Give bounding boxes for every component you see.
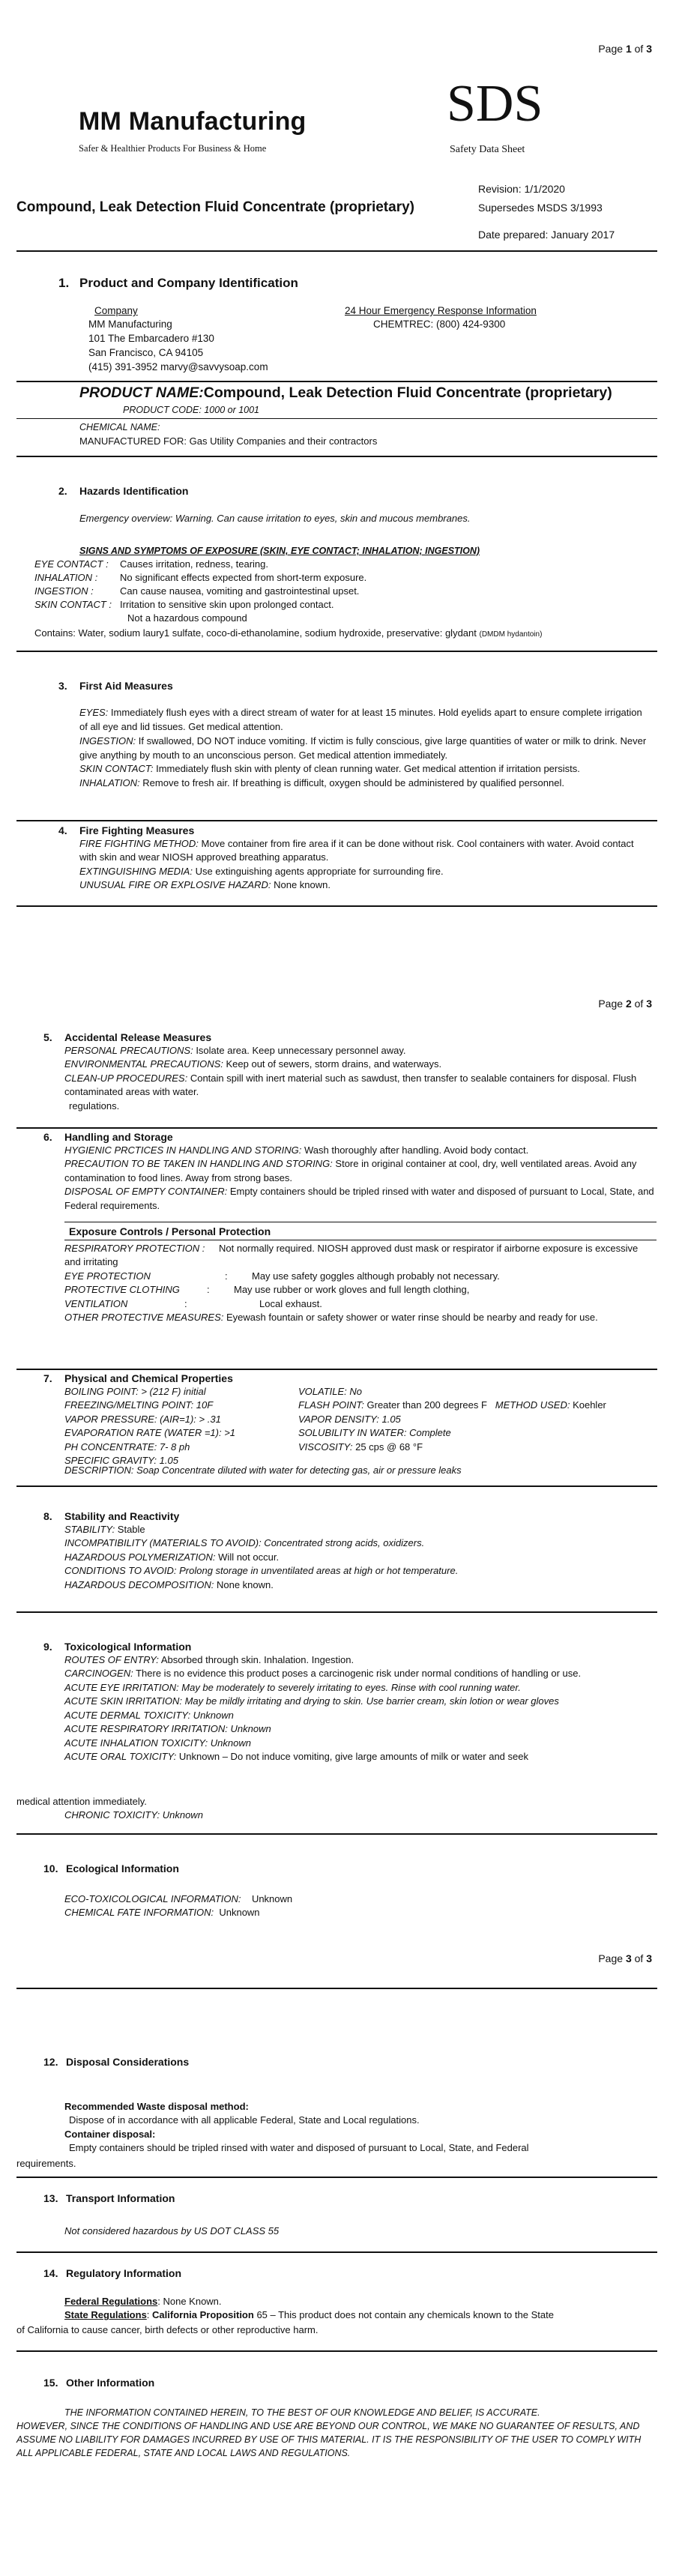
signs-title: SIGNS AND SYMPTOMS OF EXPOSURE (SKIN, EYE CONTACT; INHALATION; INGESTION) bbox=[79, 546, 480, 556]
section-12-title: 12. Disposal Considerations bbox=[43, 2056, 190, 2068]
exposure-list: EYE CONTACT : Causes irritation, redness, tearing. INHALATION : No significant effects expected from short-term exposure. INGESTION : Can cause nausea, vomiting and gastrointestinal upset. SKIN CONTACT : Irritation to sensitive skin upon prolonged contact. Not a hazardous compound bbox=[34, 558, 367, 624]
divider bbox=[16, 1833, 657, 1835]
divider bbox=[16, 2177, 657, 2178]
first-aid-text: EYES: Immediately flush eyes with a direct stream of water for at least 15 minutes. Hold eyelids apart to ensure complete irrigation of all eye and lid tissues. Get medical attention. INGESTION: If swallowed, DO NOT induce vomiting. If victim is fully conscious, give large quantities of water or milk to drink. Never give anything by mouth to an unconscious person. Get medical attention immediately. SKIN CONTACT: Immediately flush skin with plenty of clean running water. Get medical attention if irritation persists. INHALATION: Remove to fresh air. If breathing is difficult, oxygen should be administered by qualified personnel. bbox=[79, 707, 647, 789]
disposal-tail: requirements. bbox=[16, 2158, 76, 2169]
fire-fighting-text: FIRE FIGHTING METHOD: Move container from fire area if it can be done without risk. Cool containers with water. Avoid contact with skin and wear NIOSH approved breathing apparatus. EXTINGUISHING MEDIA: Use extinguishing agents appropriate for surrounding fire. UNUSUAL FIRE OR EXPLOSIVE HAZARD: None known. bbox=[79, 838, 634, 891]
divider bbox=[16, 1369, 657, 1370]
page-number: Page 3 of 3 bbox=[598, 1952, 652, 1964]
revision: Revision: 1/1/2020 bbox=[478, 183, 565, 195]
divider bbox=[16, 1127, 657, 1129]
section-10-title: 10. Ecological Information bbox=[43, 1862, 179, 1874]
stability-text: STABILITY: Stable INCOMPATIBILITY (MATERIALS TO AVOID): Concentrated strong acids, oxidizers. HAZARDOUS POLYMERIZATION: Will not occur. CONDITIONS TO AVOID: Prolong storage in unventilated areas at high or hot temperature. HAZARDOUS DECOMPOSITION: None known. bbox=[64, 1524, 459, 1590]
section-5-title: 5. Accidental Release Measures bbox=[43, 1031, 212, 1043]
sds-logo: SDS bbox=[447, 75, 543, 133]
product-name: PRODUCT NAME:Compound, Leak Detection Fluid Concentrate (proprietary) bbox=[79, 384, 612, 401]
section-4-title: 4. Fire Fighting Measures bbox=[58, 824, 195, 836]
company-address: MM Manufacturing 101 The Embarcadero #130 San Francisco, CA 94105 (415) 391-3952 marvy@savvysoap.com bbox=[88, 319, 268, 373]
product-code: PRODUCT CODE: 1000 or 1001 bbox=[123, 405, 260, 415]
section-9-title: 9. Toxicological Information bbox=[43, 1641, 192, 1653]
page-number: Page 2 of 3 bbox=[598, 998, 652, 1010]
section-1-title: 1. Product and Company Identification bbox=[58, 276, 298, 290]
divider bbox=[16, 250, 657, 252]
page-number: Page 1 of 3 bbox=[598, 43, 652, 55]
transport-text: Not considered hazardous by US DOT CLASS 55 bbox=[64, 2225, 280, 2236]
sds-subtitle: Safety Data Sheet bbox=[450, 144, 525, 155]
date-prepared: Date prepared: January 2017 bbox=[478, 229, 615, 241]
divider bbox=[16, 820, 657, 821]
disposal-text: Recommended Waste disposal method: Dispose of in accordance with all applicable Federal, State and Local regulations. Container disposal: Empty containers should be tripled rinsed with water and disposed of pursuant to Local, State, and Federal bbox=[64, 2101, 529, 2154]
divider bbox=[16, 2251, 657, 2253]
divider bbox=[16, 905, 657, 907]
ecological-text: ECO-TOXICOLOGICAL INFORMATION: Unknown CHEMICAL FATE INFORMATION: Unknown bbox=[64, 1893, 293, 1919]
handling-text: HYGIENIC PRCTICES IN HANDLING AND STORING: Wash thoroughly after handling. Avoid body contact. PRECAUTION TO BE TAKEN IN HANDLING AND STORING: Store in original container at cool, dry, well ventilated areas. Avoid any contamination to food lines. Away from strong bases. DISPOSAL OF EMPTY CONTAINER: Empty containers should be tripled rinsed with water and disposed of pursuant to Local, State, and Federal requirements. bbox=[64, 1144, 654, 1211]
physical-properties-right: VOLATILE: No FLASH POINT: Greater than 200 degrees F METHOD USED: Koehler VAPOR DENSITY: 1.05 SOLUBILITY IN WATER: Complete VISCOSITY: 25 cps @ 68 °F bbox=[298, 1386, 606, 1453]
section-15-title: 15. Other Information bbox=[43, 2377, 155, 2389]
product-title: Compound, Leak Detection Fluid Concentrate (proprietary) bbox=[16, 199, 414, 215]
divider bbox=[16, 1485, 657, 1487]
divider bbox=[16, 456, 657, 457]
section-6-title: 6. Handling and Storage bbox=[43, 1131, 173, 1143]
section-3-title: 3. First Aid Measures bbox=[58, 680, 173, 692]
exposure-controls-title: Exposure Controls / Personal Protection bbox=[69, 1225, 271, 1237]
other-information-text: THE INFORMATION CONTAINED HEREIN, TO THE BEST OF OUR KNOWLEDGE AND BELIEF, IS ACCURATE. HOWEVER, SINCE THE CONDITIONS OF HANDLING AND USE ARE BEYOND OUR CONTROL, WE MAKE NO GUARANTEE OF RESULTS, AND ASSUME NO LIABILITY FOR DAMAGES INCURRED BY USE OF THIS MATERIAL. IT IS THE RESPONSIBILITY OF THE USER TO COMPLY WITH ALL APPLICABLE FEDERAL, STATE AND LOCAL LAWS AND REGULATIONS. bbox=[16, 2407, 642, 2459]
physical-properties-left: BOILING POINT: > (212 F) initial FREEZING/MELTING POINT: 10F VAPOR PRESSURE: (AIR=1): > .31 EVAPORATION RATE (WATER =1): >1 PH CONCENTRATE: 7- 8 ph SPECIFIC GRAVITY: 1.05 bbox=[64, 1386, 236, 1467]
emergency-phone: CHEMTREC: (800) 424-9300 bbox=[373, 319, 506, 330]
regulatory-tail: of California to cause cancer, birth defects or other reproductive harm. bbox=[16, 2324, 319, 2335]
description: DESCRIPTION: Soap Concentrate diluted with water for detecting gas, air or pressure leaks bbox=[64, 1465, 462, 1476]
section-13-title: 13. Transport Information bbox=[43, 2192, 175, 2204]
manufactured-for: MANUFACTURED FOR: Gas Utility Companies and their contractors bbox=[79, 435, 378, 447]
company-tagline: Safer & Healthier Products For Business & Home bbox=[79, 143, 267, 154]
company-label: Company bbox=[94, 305, 138, 316]
section-14-title: 14. Regulatory Information bbox=[43, 2267, 182, 2279]
toxicological-tail: medical attention immediately. CHRONIC TOXICITY: Unknown bbox=[16, 1796, 203, 1821]
emergency-overview: Emergency overview: Warning. Can cause irritation to eyes, skin and mucous membranes. bbox=[79, 513, 471, 524]
chemical-name: CHEMICAL NAME: bbox=[79, 422, 160, 432]
divider bbox=[16, 418, 657, 419]
exposure-controls-text: RESPIRATORY PROTECTION : Not normally required. NIOSH approved dust mask or respirator if airborne exposure is excessive and irritating EYE PROTECTION : May use safety goggles although probably not necessary. PROTECTIVE CLOTHING : May use rubber or work gloves and full length clothing, VENTILATION : Local exhaust. OTHER PROTECTIVE MEASURES: Eyewash fountain or safety shower or water rinse should be nearby and ready for use. bbox=[64, 1243, 639, 1324]
divider bbox=[16, 1611, 657, 1613]
section-8-title: 8. Stability and Reactivity bbox=[43, 1510, 180, 1522]
section-7-title: 7. Physical and Chemical Properties bbox=[43, 1372, 233, 1384]
emergency-label: 24 Hour Emergency Response Information bbox=[345, 305, 537, 316]
divider bbox=[16, 381, 657, 382]
contains: Contains: Water, sodium laury1 sulfate, coco-di-ethanolamine, sodium hydroxide, preservative: glydant (DMDM hydantoin) bbox=[34, 627, 543, 639]
divider bbox=[16, 1988, 657, 1989]
section-2-title: 2. Hazards Identification bbox=[58, 485, 189, 497]
divider bbox=[16, 651, 657, 652]
company-name: MM Manufacturing bbox=[79, 107, 307, 136]
supersedes: Supersedes MSDS 3/1993 bbox=[478, 202, 603, 214]
accidental-release-text: PERSONAL PRECAUTIONS: Isolate area. Keep unnecessary personnel away. ENVIRONMENTAL PRECAUTIONS: Keep out of sewers, storm drains, and waterways. CLEAN-UP PROCEDURES: Contain spill with inert material such as sawdust, then transfer to sealable containers for disposal. Flush contaminated areas with water. regulations. bbox=[64, 1045, 637, 1111]
toxicological-text: ROUTES OF ENTRY: Absorbed through skin. Inhalation. Ingestion. CARCINOGEN: There is no evidence this product poses a carcinogenic risk under normal conditions of handling or use. ACUTE EYE IRRITATION: May be moderately to severely irritating to eyes. Rinse with cool running water. ACUTE SKIN IRRITATION: May be mildly irritating and drying to skin. Use barrier cream, skin lotion or wear gloves ACUTE DERMAL TOXICITY: Unknown ACUTE RESPIRATORY IRRITATION: Unknown ACUTE INHALATION TOXICITY: Unknown ACUTE ORAL TOXICITY: Unknown – Do not induce vomiting, give large amounts of milk or water and seek bbox=[64, 1654, 582, 1763]
divider bbox=[16, 2350, 657, 2352]
regulatory-text: Federal Regulations: None Known. State Regulations: California Proposition 65 – This product does not contain any chemicals known to the State bbox=[64, 2296, 554, 2321]
